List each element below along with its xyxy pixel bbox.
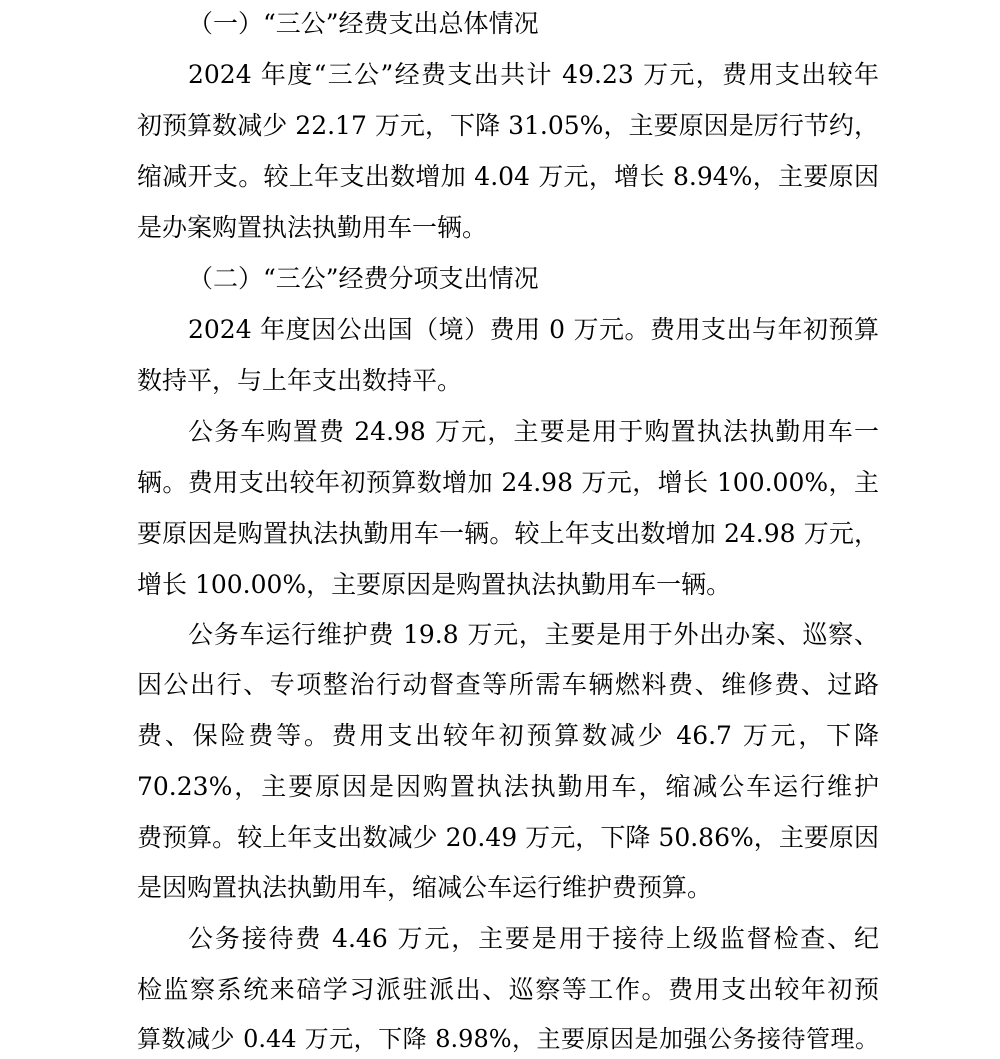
paragraph-line: 公务接待费 4.46 万元，主要是用于接待上级监督检查、纪 — [188, 924, 879, 953]
paragraph-line: 初预算数减少 22.17 万元，下降 31.05%，主要原因是厉行节约， — [137, 111, 879, 140]
paragraph-line: 公务车运行维护费 19.8 万元，主要是用于外出办案、巡察、 — [188, 620, 879, 649]
paragraph-line: 增长 100.00%，主要原因是购置执法执勤用车一辆。 — [137, 570, 732, 599]
paragraph-line: 数持平，与上年支出数持平。 — [137, 366, 463, 395]
paragraph-line: 70.23%，主要原因是因购置执法执勤用车，缩减公车运行维护 — [137, 772, 879, 801]
paragraph-line: 是办案购置执法执勤用车一辆。 — [137, 213, 488, 242]
section-heading-2: （二）“三公”经费分项支出情况 — [188, 264, 539, 293]
paragraph-line: 缩减开支。较上年支出数增加 4.04 万元，增长 8.94%，主要原因 — [137, 162, 879, 191]
paragraph-line: 公务车购置费 24.98 万元，主要是用于购置执法执勤用车一 — [188, 417, 879, 446]
paragraph-line: 因公出行、专项整治行动督查等所需车辆燃料费、维修费、过路 — [137, 670, 879, 699]
paragraph-line: 2024 年度“三公”经费支出共计 49.23 万元，费用支出较年 — [188, 60, 879, 89]
paragraph-line: 检监察系统来碚学习派驻派出、巡察等工作。费用支出较年初预 — [137, 975, 879, 1004]
paragraph-line: 是因购置执法执勤用车，缩减公车运行维护费预算。 — [137, 873, 713, 902]
paragraph-line: 辆。费用支出较年初预算数增加 24.98 万元，增长 100.00%，主 — [137, 468, 879, 497]
paragraph-line: 算数减少 0.44 万元，下降 8.98%，主要原因是加强公务接待管理。 — [137, 1025, 879, 1053]
paragraph-line: 要原因是购置执法执勤用车一辆。较上年支出数增加 24.98 万元， — [137, 519, 879, 548]
section-heading-1: （一）“三公”经费支出总体情况 — [188, 9, 539, 38]
paragraph-line: 费、保险费等。费用支出较年初预算数减少 46.7 万元，下降 — [137, 721, 879, 750]
paragraph-line: 费预算。较上年支出数减少 20.49 万元，下降 50.86%，主要原因 — [137, 823, 879, 852]
paragraph-line: 2024 年度因公出国（境）费用 0 万元。费用支出与年初预算 — [188, 315, 879, 344]
